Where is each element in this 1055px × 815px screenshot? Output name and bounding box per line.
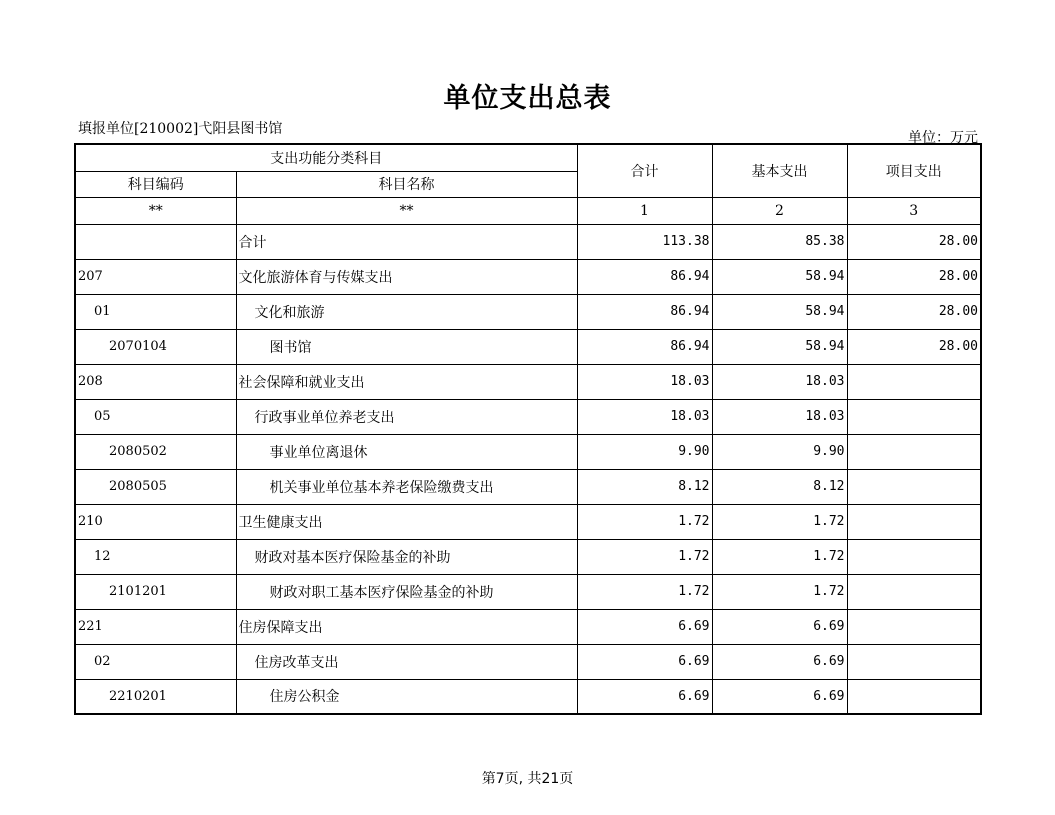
index-total: 1: [577, 197, 712, 224]
row-name: 卫生健康支出: [236, 504, 577, 539]
table-row: [75, 329, 981, 364]
row-project: [847, 574, 981, 609]
row-code: [75, 224, 236, 259]
row-name: 财政对基本医疗保险基金的补助: [236, 539, 577, 574]
table-row: [75, 259, 981, 294]
row-basic: 18.03: [712, 399, 847, 434]
row-basic: 6.69: [712, 679, 847, 714]
row-project: [847, 679, 981, 714]
index-basic: 2: [712, 197, 847, 224]
row-name: 文化和旅游: [236, 294, 577, 329]
row-code: 2101201: [75, 574, 236, 609]
row-basic: 1.72: [712, 504, 847, 539]
row-code: 2070104: [75, 329, 236, 364]
row-name: 社会保障和就业支出: [236, 364, 577, 399]
row-code: 210: [75, 504, 236, 539]
row-project: 28.00: [847, 259, 981, 294]
row-name: 事业单位离退休: [236, 434, 577, 469]
row-basic: 8.12: [712, 469, 847, 504]
index-row: [75, 197, 981, 224]
row-basic: 1.72: [712, 574, 847, 609]
row-name: 住房改革支出: [236, 644, 577, 679]
row-basic: 58.94: [712, 294, 847, 329]
table-row: [75, 609, 981, 644]
row-project: [847, 644, 981, 679]
row-project: [847, 364, 981, 399]
header-code: 科目编码: [75, 171, 236, 197]
row-project: 28.00: [847, 294, 981, 329]
row-code: 207: [75, 259, 236, 294]
header-group: 支出功能分类科目: [75, 144, 577, 171]
table-row: [75, 574, 981, 609]
header-row: [75, 144, 981, 171]
row-code: 221: [75, 609, 236, 644]
row-total: 9.90: [577, 434, 712, 469]
unit-label: 单位：万元: [908, 130, 978, 146]
table-row: [75, 294, 981, 329]
row-project: 28.00: [847, 224, 981, 259]
row-code: 12: [75, 539, 236, 574]
row-basic: 6.69: [712, 644, 847, 679]
header-total: 合计: [577, 144, 712, 197]
index-name: **: [236, 197, 577, 224]
row-code: 05: [75, 399, 236, 434]
row-total: 1.72: [577, 539, 712, 574]
row-project: [847, 609, 981, 644]
page-footer: 第7页, 共21页: [481, 771, 574, 787]
expenditure-table: [74, 143, 982, 715]
page-title: 单位支出总表: [443, 83, 612, 114]
row-total: 6.69: [577, 679, 712, 714]
row-code: 2080502: [75, 434, 236, 469]
table-row: [75, 399, 981, 434]
row-total: 8.12: [577, 469, 712, 504]
row-total: 18.03: [577, 364, 712, 399]
row-total: 6.69: [577, 644, 712, 679]
row-total: 86.94: [577, 329, 712, 364]
row-name: 住房保障支出: [236, 609, 577, 644]
table-row: [75, 644, 981, 679]
index-project: 3: [847, 197, 981, 224]
row-project: 28.00: [847, 329, 981, 364]
row-basic: 1.72: [712, 539, 847, 574]
table-row: [75, 469, 981, 504]
row-code: 2210201: [75, 679, 236, 714]
header-name: 科目名称: [236, 171, 577, 197]
table-row: [75, 679, 981, 714]
row-total: 18.03: [577, 399, 712, 434]
row-code: 01: [75, 294, 236, 329]
row-name: 合计: [236, 224, 577, 259]
row-code: 02: [75, 644, 236, 679]
row-total: 86.94: [577, 294, 712, 329]
row-code: 2080505: [75, 469, 236, 504]
row-project: [847, 469, 981, 504]
index-code: **: [75, 197, 236, 224]
row-basic: 9.90: [712, 434, 847, 469]
row-name: 文化旅游体育与传媒支出: [236, 259, 577, 294]
table-row: [75, 504, 981, 539]
row-basic: 58.94: [712, 259, 847, 294]
row-basic: 85.38: [712, 224, 847, 259]
row-project: [847, 504, 981, 539]
row-basic: 58.94: [712, 329, 847, 364]
table-row: [75, 364, 981, 399]
row-name: 行政事业单位养老支出: [236, 399, 577, 434]
reporting-unit: 填报单位[210002]弋阳县图书馆: [78, 121, 283, 137]
row-name: 住房公积金: [236, 679, 577, 714]
row-project: [847, 539, 981, 574]
row-name: 机关事业单位基本养老保险缴费支出: [236, 469, 577, 504]
row-total: 113.38: [577, 224, 712, 259]
row-name: 图书馆: [236, 329, 577, 364]
row-basic: 18.03: [712, 364, 847, 399]
row-name: 财政对职工基本医疗保险基金的补助: [236, 574, 577, 609]
table-row: [75, 434, 981, 469]
row-total: 1.72: [577, 574, 712, 609]
row-basic: 6.69: [712, 609, 847, 644]
table-row: [75, 224, 981, 259]
row-project: [847, 399, 981, 434]
row-code: 208: [75, 364, 236, 399]
header-basic: 基本支出: [712, 144, 847, 197]
row-total: 86.94: [577, 259, 712, 294]
header-project: 项目支出: [847, 144, 981, 197]
row-total: 1.72: [577, 504, 712, 539]
table-row: [75, 539, 981, 574]
row-project: [847, 434, 981, 469]
row-total: 6.69: [577, 609, 712, 644]
